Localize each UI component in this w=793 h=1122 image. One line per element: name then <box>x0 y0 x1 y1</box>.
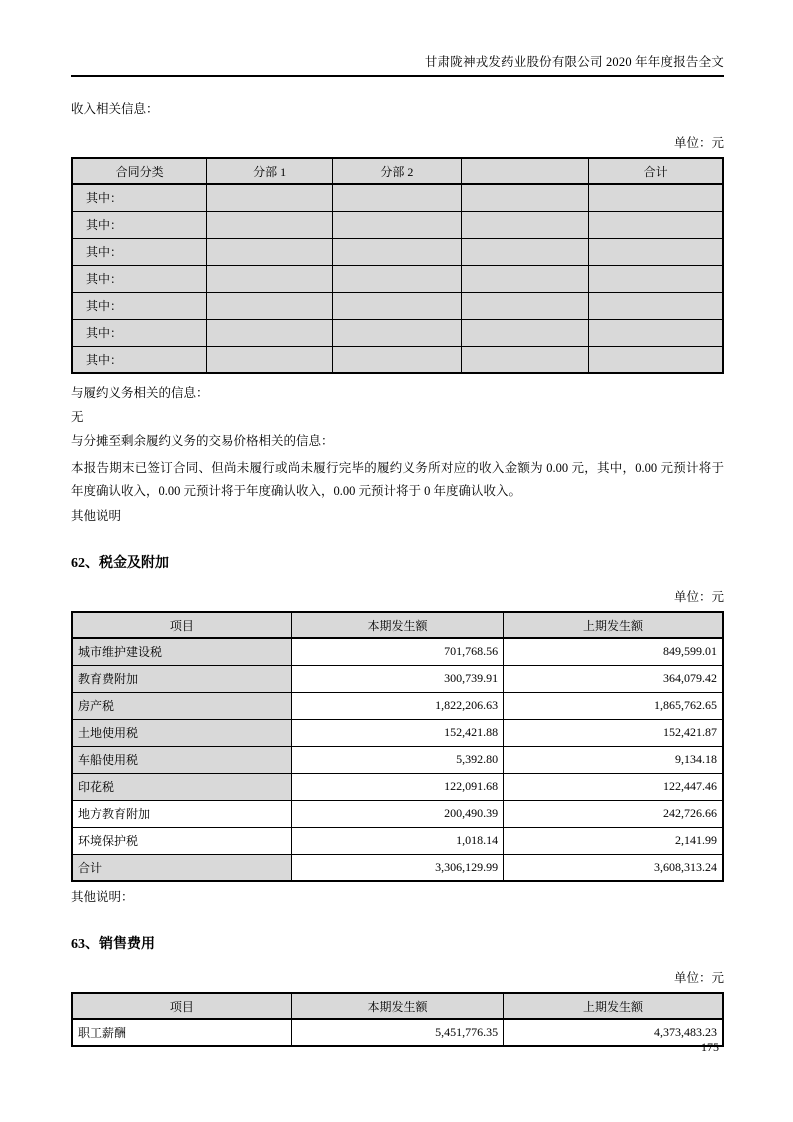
empty-cell <box>461 184 589 211</box>
empty-cell <box>332 238 461 265</box>
empty-cell <box>461 211 589 238</box>
doc-header <box>71 0 724 77</box>
row-label-cell: 其中： <box>72 211 207 238</box>
prior-amount-cell: 364,079.42 <box>504 665 723 692</box>
col-header-current-period: 本期发生额 <box>291 993 503 1019</box>
row-label-cell: 其中： <box>72 265 207 292</box>
empty-cell <box>207 238 333 265</box>
note-remaining-obligation: 与分摊至剩余履约义务的交易价格相关的信息： <box>71 434 334 448</box>
table-row <box>72 827 723 854</box>
table-row <box>72 638 723 665</box>
item-cell: 环境保护税 <box>72 827 291 854</box>
col-header-contract-class: 合同分类 <box>72 158 207 184</box>
item-cell: 地方教育附加 <box>72 800 291 827</box>
item-cell: 土地使用税 <box>72 719 291 746</box>
current-amount-cell: 701,768.56 <box>291 638 503 665</box>
tax-surcharge-table <box>71 611 724 882</box>
row-label-cell: 其中： <box>72 238 207 265</box>
note-performance-obligation: 与履约义务相关的信息： <box>71 386 209 400</box>
table-row <box>72 692 723 719</box>
empty-cell <box>589 265 723 292</box>
doc-header-rule <box>71 75 724 77</box>
empty-cell <box>589 238 723 265</box>
current-amount-cell: 122,091.68 <box>291 773 503 800</box>
item-cell: 房产税 <box>72 692 291 719</box>
empty-cell <box>332 211 461 238</box>
empty-cell <box>461 292 589 319</box>
empty-cell <box>589 184 723 211</box>
empty-cell <box>207 346 333 373</box>
row-label-cell: 其中： <box>72 346 207 373</box>
page-number: 175 <box>701 1040 719 1054</box>
table-row <box>72 719 723 746</box>
empty-cell <box>332 292 461 319</box>
table-row <box>72 292 723 319</box>
current-amount-cell: 152,421.88 <box>291 719 503 746</box>
note-none: 无 <box>71 410 84 424</box>
empty-cell <box>589 211 723 238</box>
item-cell: 城市维护建设税 <box>72 638 291 665</box>
col-header-segment-2: 分部 2 <box>332 158 461 184</box>
empty-cell <box>461 346 589 373</box>
revenue-notes <box>71 385 724 525</box>
item-cell: 合计 <box>72 854 291 881</box>
empty-cell <box>589 346 723 373</box>
row-label-cell: 其中： <box>72 184 207 211</box>
table-header-row <box>72 993 723 1019</box>
table-row <box>72 773 723 800</box>
current-amount-cell: 5,451,776.35 <box>291 1019 503 1046</box>
table-row-total <box>72 854 723 881</box>
empty-cell <box>207 211 333 238</box>
empty-cell <box>461 319 589 346</box>
empty-cell <box>589 319 723 346</box>
table-row <box>72 1019 723 1046</box>
col-header-prior-period: 上期发生额 <box>504 612 723 638</box>
empty-cell <box>207 319 333 346</box>
prior-amount-cell: 9,134.18 <box>504 746 723 773</box>
empty-cell <box>461 238 589 265</box>
col-header-blank <box>461 158 589 184</box>
empty-cell <box>207 184 333 211</box>
table-row <box>72 746 723 773</box>
current-amount-cell: 1,018.14 <box>291 827 503 854</box>
row-label-cell: 其中： <box>72 319 207 346</box>
tax-unit-label: 单位：元 <box>673 590 724 604</box>
doc-header-title: 甘肃陇神戎发药业股份有限公司 2020 年年度报告全文 <box>424 55 724 69</box>
row-label-cell: 其中： <box>72 292 207 319</box>
prior-amount-cell: 2,141.99 <box>504 827 723 854</box>
prior-amount-cell: 152,421.87 <box>504 719 723 746</box>
selling-expense-table <box>71 992 724 1047</box>
col-header-prior-period: 上期发生额 <box>504 993 723 1019</box>
empty-cell <box>207 292 333 319</box>
table-row <box>72 238 723 265</box>
tax-footnote: 其他说明： <box>71 890 134 904</box>
contract-classification-table <box>71 157 724 374</box>
table-row <box>72 184 723 211</box>
empty-cell <box>332 265 461 292</box>
col-header-segment-1: 分部 1 <box>207 158 333 184</box>
current-amount-cell: 5,392.80 <box>291 746 503 773</box>
note-other-remarks: 其他说明 <box>71 509 122 523</box>
item-cell: 印花税 <box>72 773 291 800</box>
prior-amount-cell: 242,726.66 <box>504 800 723 827</box>
empty-cell <box>461 265 589 292</box>
table-row <box>72 665 723 692</box>
revenue-unit-label: 单位：元 <box>673 136 724 150</box>
current-amount-cell: 200,490.39 <box>291 800 503 827</box>
current-amount-cell: 300,739.91 <box>291 665 503 692</box>
item-cell: 车船使用税 <box>72 746 291 773</box>
prior-amount-cell: 849,599.01 <box>504 638 723 665</box>
section-heading-63: 63、销售费用 <box>71 937 155 952</box>
section-heading-62: 62、税金及附加 <box>71 556 169 571</box>
revenue-intro-label: 收入相关信息： <box>71 102 159 116</box>
current-amount-cell: 3,306,129.99 <box>291 854 503 881</box>
col-header-item: 项目 <box>72 612 291 638</box>
table-row <box>72 800 723 827</box>
table-row <box>72 319 723 346</box>
prior-amount-cell: 1,865,762.65 <box>504 692 723 719</box>
table-row <box>72 346 723 373</box>
current-amount-cell: 1,822,206.63 <box>291 692 503 719</box>
prior-amount-cell: 3,608,313.24 <box>504 854 723 881</box>
table-header-row <box>72 158 723 184</box>
table-header-row <box>72 612 723 638</box>
col-header-total: 合计 <box>589 158 723 184</box>
col-header-current-period: 本期发生额 <box>291 612 503 638</box>
selling-unit-label: 单位：元 <box>673 971 724 985</box>
table-row <box>72 265 723 292</box>
empty-cell <box>207 265 333 292</box>
prior-amount-cell: 122,447.46 <box>504 773 723 800</box>
empty-cell <box>589 292 723 319</box>
item-cell: 教育费附加 <box>72 665 291 692</box>
prior-amount-cell: 4,373,483.23 <box>504 1019 723 1046</box>
empty-cell <box>332 346 461 373</box>
item-cell: 职工薪酬 <box>72 1019 291 1046</box>
empty-cell <box>332 184 461 211</box>
note-paragraph: 本报告期末已签订合同、但尚未履行或尚未履行完毕的履约义务所对应的收入金额为 0.00 元，其中，0.00 元预计将于年度确认收入，0.00 元预计将于年度确认收入，0.00 元预计将于 0 年度确认收入。 <box>71 461 724 498</box>
col-header-item: 项目 <box>72 993 291 1019</box>
table-row <box>72 211 723 238</box>
empty-cell <box>332 319 461 346</box>
